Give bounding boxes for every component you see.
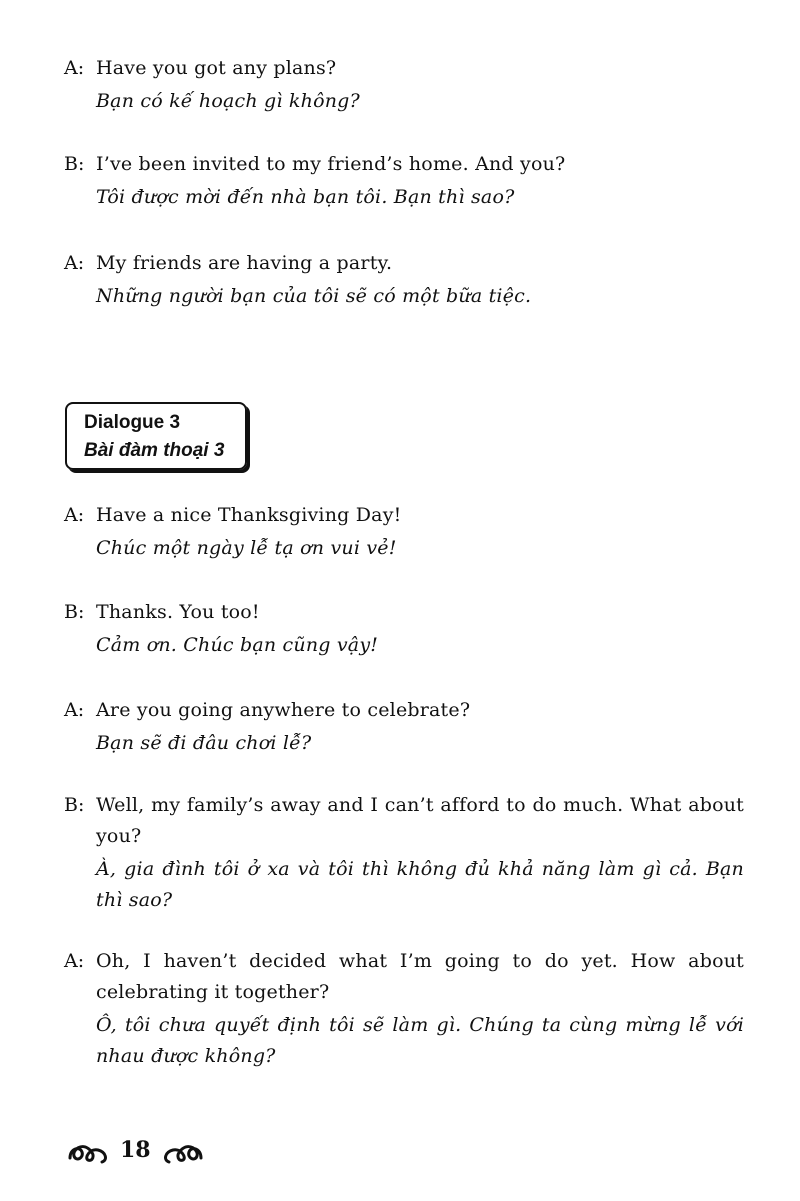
- english-text: Have a nice Thanksgiving Day!: [96, 504, 402, 526]
- dialogue-turn: [64, 53, 744, 117]
- vietnamese-translation: Bạn có kế hoạch gì không?: [96, 90, 360, 112]
- vietnamese-translation: À, gia đình tôi ở xa và tôi thì không đủ khả năng làm gì cả. Bạn thì sao?: [96, 858, 744, 911]
- english-line: [64, 790, 744, 852]
- english-text: Well, my family’s away and I can’t afford to do much. What about you?: [96, 794, 744, 847]
- english-text: Have you got any plans?: [96, 57, 337, 79]
- dialogue-turn: [64, 149, 744, 213]
- vietnamese-translation: Tôi được mời đến nhà bạn tôi. Bạn thì sao?: [96, 186, 515, 208]
- dialogue-heading-subtitle: Bài đàm thoại 3: [84, 440, 225, 461]
- vietnamese-translation: Bạn sẽ đi đâu chơi lễ?: [96, 732, 312, 754]
- vietnamese-translation: Những người bạn của tôi sẽ có một bữa tiệc.: [96, 285, 532, 307]
- page-number: 18: [120, 1137, 151, 1163]
- speaker-label: B:: [64, 601, 85, 623]
- speaker-label: A:: [64, 950, 85, 972]
- dialogue-turn: [64, 500, 744, 564]
- dialogue-heading-box: [65, 402, 247, 470]
- dialogue-turn: [64, 248, 744, 312]
- page-footer: [66, 1132, 205, 1168]
- english-text: Thanks. You too!: [96, 601, 260, 623]
- english-line: [64, 597, 744, 628]
- english-text: I’ve been invited to my friend’s home. And you?: [96, 153, 566, 175]
- speaker-label: A:: [64, 699, 85, 721]
- speaker-label: B:: [64, 153, 85, 175]
- english-text: Oh, I haven’t decided what I’m going to do yet. How about celebrating it together?: [96, 950, 744, 1003]
- left-flourish-icon: [66, 1132, 112, 1168]
- dialogue-turn: [64, 695, 744, 759]
- speaker-label: B:: [64, 794, 85, 816]
- english-line: [64, 500, 744, 531]
- vietnamese-translation: Chúc một ngày lễ tạ ơn vui vẻ!: [96, 537, 397, 559]
- dialogue-turn: [64, 790, 744, 916]
- english-text: My friends are having a party.: [96, 252, 393, 274]
- dialogue-turn: [64, 946, 744, 1072]
- dialogue-turn: [64, 597, 744, 661]
- speaker-label: A:: [64, 57, 85, 79]
- english-line: [64, 53, 744, 84]
- english-line: [64, 149, 744, 180]
- english-line: [64, 946, 744, 1008]
- vietnamese-translation: Ô, tôi chưa quyết định tôi sẽ làm gì. Chúng ta cùng mừng lễ với nhau được không?: [96, 1014, 744, 1067]
- english-line: [64, 695, 744, 726]
- vietnamese-translation: Cảm ơn. Chúc bạn cũng vậy!: [96, 634, 379, 656]
- english-line: [64, 248, 744, 279]
- dialogue-heading-title: Dialogue 3: [84, 412, 181, 433]
- english-text: Are you going anywhere to celebrate?: [96, 699, 471, 721]
- speaker-label: A:: [64, 252, 85, 274]
- right-flourish-icon: [159, 1132, 205, 1168]
- speaker-label: A:: [64, 504, 85, 526]
